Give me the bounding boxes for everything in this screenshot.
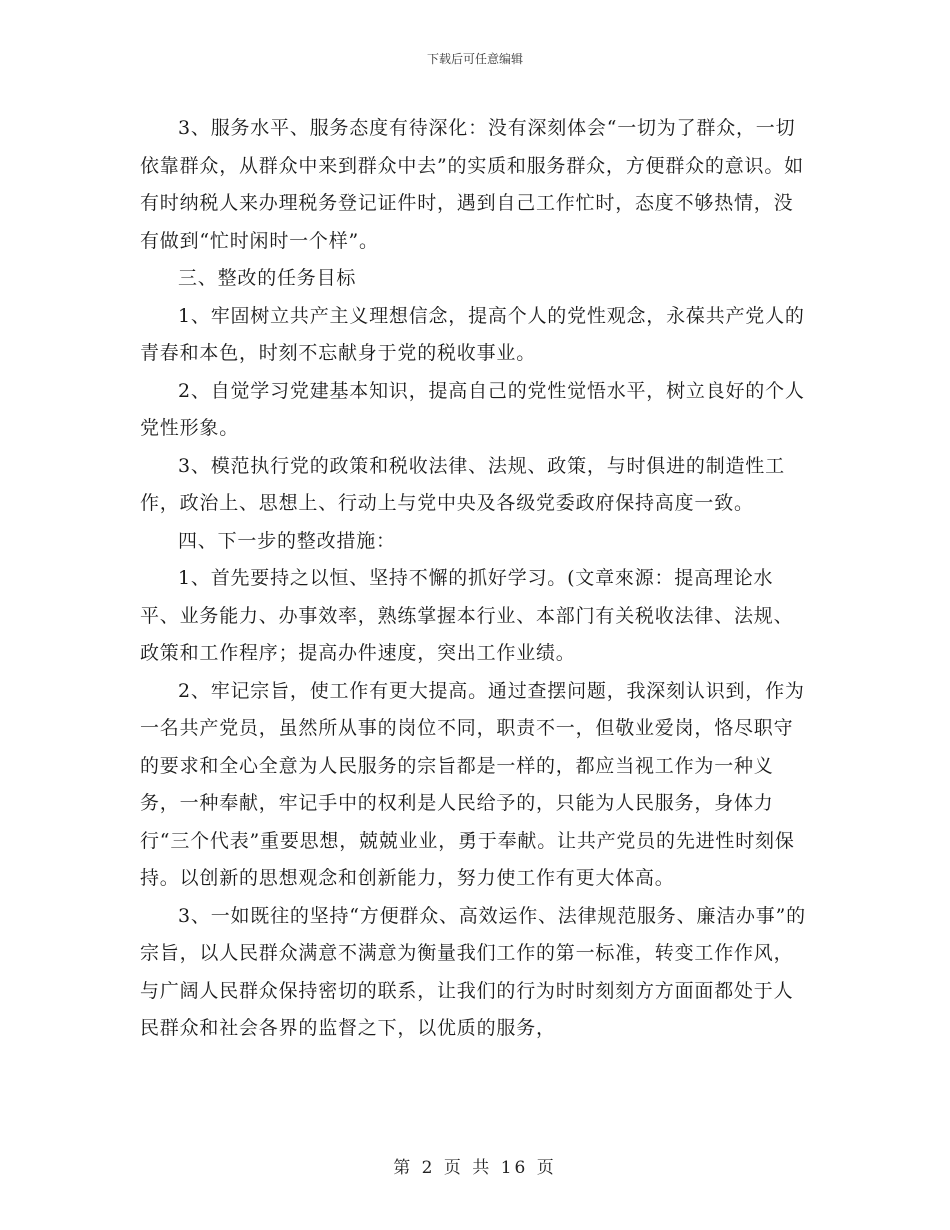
paragraph-measure-2: 2、牢记宗旨，使工作有更大提高。通过查摆问题，我深刻认识到，作为一名共产党员，虽然所从事的岗位不同，职责不一，但敬业爱岗，恪尽职守的要求和全心全意为人民服务的宗旨都是一样的，都应当视工作为一种义务，一种奉献，牢记手中的权利是人民给予的，只能为人民服务，身体力行“三个代表”重要思想，兢兢业业，勇于奉献。让共产党员的先进性时刻保持。以创新的思想观念和创新能力，努力使工作有更大体高。 [140, 679, 805, 889]
paragraph-goal-3: 3、模范执行党的政策和税收法律、法规、政策，与时俱进的制造性工作，政治上、思想上、行动上与党中央及各级党委政府保持高度一致。 [140, 454, 785, 514]
paragraph-measure-1: 1、首先要持之以恒、坚持不懈的抓好学习。(文章來源：提高理论水平、业务能力、办事效率，熟练掌握本行业、本部门有关税收法律、法规、政策和工作程序；提高办件速度，突出工作业绩。 [140, 567, 794, 664]
paragraph-goal-2: 2、自觉学习党建基本知识，提高自己的党性觉悟水平，树立良好的个人党性形象。 [140, 379, 805, 439]
section-heading-measures: 四、下一步的整改措施： [178, 529, 396, 552]
paragraph-goal-1: 1、牢固树立共产主义理想信念，提高个人的党性观念，永葆共产党人的青春和本色，时刻不忘献身于党的税收事业。 [140, 304, 805, 364]
page-header: 下载后可任意编辑 [426, 52, 523, 66]
page-number-footer: 第 2 页 共 16 页 [393, 1158, 557, 1178]
paragraph-measure-3: 3、一如既往的坚持“方便群众、高效运作、法律规范服务、廉洁办事”的宗旨，以人民群众满意不满意为衡量我们工作的第一标准，转变工作作风，与广阔人民群众保持密切的联系，让我们的行为时时刻刻方方面面都处于人民群众和社会各界的监督之下，以优质的服务， [140, 904, 806, 1039]
document-body [140, 110, 810, 1048]
section-heading-goals: 三、整改的任务目标 [178, 267, 357, 289]
paragraph-service-level: 3、服务水平、服务态度有待深化：没有深刻体会“一切为了群众，一切依靠群众，从群众中来到群众中去”的实质和服务群众，方便群众的意识。如有时纳税人来办理税务登记证件时，遇到自己工作忙时，态度不够热情，没有做到“忙时闲时一个样”。 [140, 117, 804, 252]
